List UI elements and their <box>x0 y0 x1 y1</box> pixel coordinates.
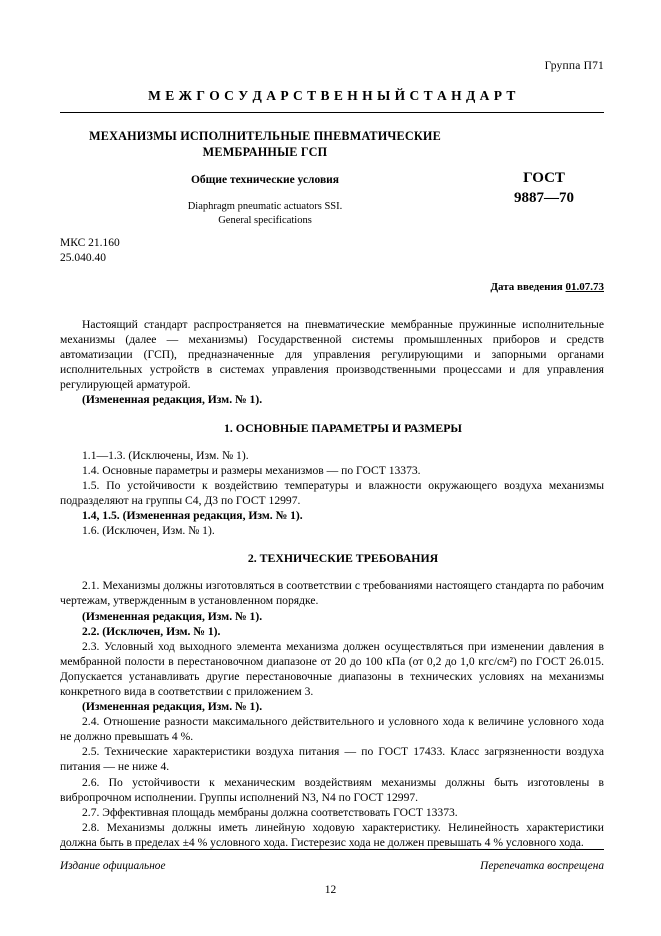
section-heading-1: 1. ОСНОВНЫЕ ПАРАМЕТРЫ И РАЗМЕРЫ <box>223 420 463 435</box>
standard-heading: М Е Ж Г О С У Д А Р С Т В Е Н Н Ы Й С Т А Н Д А Р Т <box>148 88 516 103</box>
paragraph-2-7: 2.7. Эффективная площадь мембраны должна соответствовать ГОСТ 13373. <box>82 805 458 819</box>
gost-label: ГОСТ <box>523 170 565 186</box>
mks-line-1: МКС 21.160 <box>60 237 120 249</box>
paragraph-2-5: 2.5. Технические характеристики воздуха питания — по ГОСТ 17433. Класс загрязненности воздуха питания — не ниже 4. <box>60 745 604 774</box>
mks-line-2: 25.040.40 <box>60 252 106 264</box>
introduction-date <box>490 281 604 293</box>
footer-divider <box>60 849 604 850</box>
title-line-1: МЕХАНИЗМЫ ИСПОЛНИТЕЛЬНЫЕ ПНЕВМАТИЧЕСКИЕ <box>89 129 441 143</box>
footer-right-text: Перепечатка воспрещена <box>480 860 604 872</box>
paragraph-2-1-note: (Измененная редакция, Изм. № 1). <box>82 609 263 623</box>
paragraph-intro: Настоящий стандарт распространяется на пневматические мембранные пружинные исполнительные механизмы (далее — механизмы) Государственной системы промышленных приборов и средств автоматизации (ГСП), предназначенные для управления регулирующими и запорными органами исполнительных устройств в системах управления производственными процессами и для управления регулирующей арматурой. <box>60 318 604 392</box>
header-divider <box>60 112 604 113</box>
paragraph-intro-note: (Измененная редакция, Изм. № 1). <box>82 393 263 407</box>
title-block <box>60 128 470 228</box>
paragraph-2-3: 2.3. Условный ход выходного элемента механизма должен осуществляться при изменении давления в мембранной полости в перестановочном диапазоне от 20 до 100 кПа (от 0,2 до 1,0 кгс/см²) по ГОСТ 26.015. Допускается устанавливать другие перестановочные диапазоны в технических условиях на механизмы конкретного вида в соответствии с приложением 3. <box>60 639 604 698</box>
section-heading-2: 2. ТЕХНИЧЕСКИЕ ТРЕБОВАНИЯ <box>247 551 439 566</box>
paragraph-1-4-1-5-note: 1.4, 1.5. (Измененная редакция, Изм. № 1). <box>82 509 303 523</box>
paragraph-2-3-note: (Измененная редакция, Изм. № 1). <box>82 700 263 714</box>
paragraph-2-4: 2.4. Отношение разности максимального действительного и условного хода к величине условного хода не должно превышать 4 %. <box>60 715 604 744</box>
introduction-date-value: 01.07.73 <box>565 281 604 293</box>
paragraph-2-1: 2.1. Механизмы должны изготовляться в соответствии с требованиями настоящего стандарта по рабочим чертежам, утвержденным в установленном порядке. <box>60 579 604 608</box>
title-english-line-1: Diaphragm pneumatic actuators SSI. <box>187 201 343 212</box>
gost-designation <box>484 168 604 208</box>
paragraph-2-8: 2.8. Механизмы должны иметь линейную ходовую характеристику. Нелинейность характеристики должна быть в пределах ±4 % условного хода. Гистерезис хода не должен превышать 4 % условного хода. <box>60 820 604 849</box>
title-line-2: МЕМБРАННЫЕ ГСП <box>202 145 328 159</box>
footer-left-text: Издание официальное <box>60 860 166 872</box>
paragraph-1-1-1-3: 1.1—1.3. (Исключены, Изм. № 1). <box>82 448 249 462</box>
paragraph-1-4: 1.4. Основные параметры и размеры механизмов — по ГОСТ 13373. <box>82 463 421 477</box>
introduction-date-label: Дата введения <box>490 281 563 293</box>
page-footer <box>60 860 604 872</box>
page-number: 12 <box>324 884 337 896</box>
paragraph-1-6: 1.6. (Исключен, Изм. № 1). <box>82 524 215 538</box>
title-subtitle: Общие технические условия <box>190 174 340 186</box>
group-label: Группа П71 <box>544 60 604 72</box>
paragraph-2-6: 2.6. По устойчивости к механическим воздействиям механизмы должны быть изготовлены в вибропрочном исполнении. Группы исполнений N3, N4 по ГОСТ 12997. <box>60 775 604 804</box>
title-english-line-2: General specifications <box>218 215 312 226</box>
paragraph-2-2: 2.2. (Исключен, Изм. № 1). <box>82 624 221 638</box>
paragraph-1-5: 1.5. По устойчивости к воздействию температуры и влажности окружающего воздуха механизмы подразделяют на группы С4, Д3 по ГОСТ 12997. <box>60 478 604 507</box>
gost-number: 9887—70 <box>514 190 574 206</box>
document-body <box>60 317 604 850</box>
mks-codes <box>60 236 120 266</box>
